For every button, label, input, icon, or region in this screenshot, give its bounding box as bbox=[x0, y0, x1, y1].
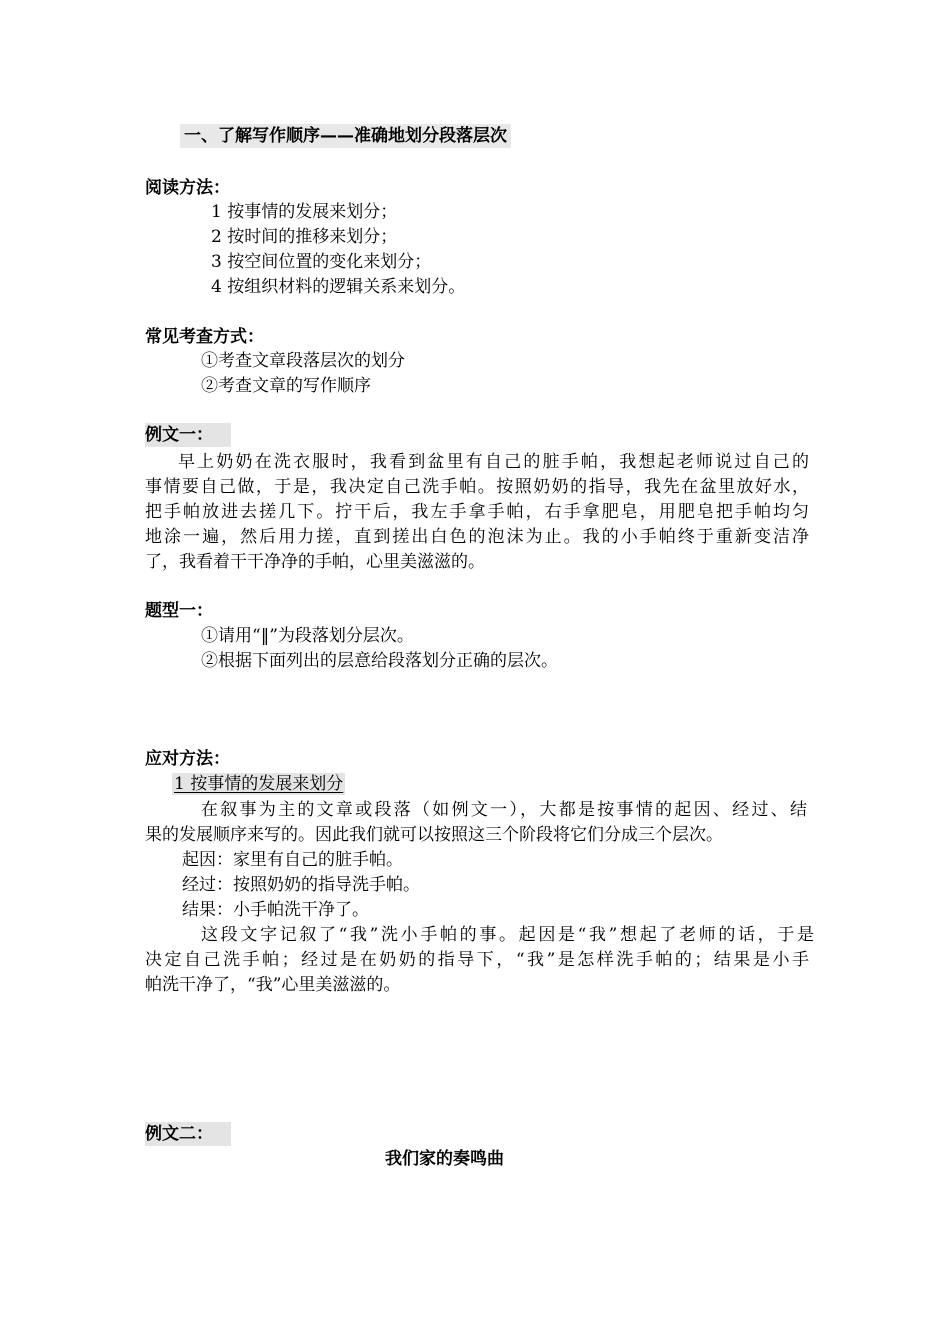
summary-paragraph-line: 决定自己洗手帕；经过是在奶奶的指导下，“我”是怎样洗手帕的；结果是小手 bbox=[145, 950, 809, 970]
question-type1-item: ②根据下面列出的层意给段落划分正确的层次。 bbox=[201, 651, 558, 671]
common-exam-item: ①考查文章段落层次的划分 bbox=[201, 351, 405, 371]
summary-paragraph-line: 帕洗干净了，“我”心里美滋滋的。 bbox=[145, 975, 401, 995]
reading-method-item: 3 按空间位置的变化来划分； bbox=[211, 252, 432, 272]
example1-line: 了，我看着干干净净的手帕，心里美滋滋的。 bbox=[145, 552, 485, 572]
question-type1-heading: 题型一： bbox=[145, 601, 213, 621]
question-type1-item: ①请用“‖”为段落划分层次。 bbox=[201, 626, 414, 646]
example2-title: 我们家的奏鸣曲 bbox=[385, 1149, 504, 1169]
example1-line: 事情要自己做，于是，我决定自己洗手帕。按照奶奶的指导，我先在盆里放好水， bbox=[145, 477, 809, 497]
reading-method-item: 1 按事情的发展来划分； bbox=[211, 202, 398, 222]
example1-line: 地涂一遍，然后用力搓，直到搓出白色的泡沫为止。我的小手帕终于重新变洁净 bbox=[145, 527, 809, 547]
example1-heading: 例文一： bbox=[145, 424, 231, 446]
result-line: 结果：小手帕洗干净了。 bbox=[182, 900, 369, 920]
example2-heading: 例文二： bbox=[145, 1123, 231, 1145]
reading-method-item: 4 按组织材料的逻辑关系来划分。 bbox=[211, 277, 466, 297]
example1-line: 早上奶奶在洗衣服时，我看到盆里有自己的脏手帕，我想起老师说过自己的 bbox=[178, 452, 809, 472]
process-line: 经过：按照奶奶的指导洗手帕。 bbox=[182, 875, 420, 895]
reading-method-item: 2 按时间的推移来划分； bbox=[211, 227, 398, 247]
approach-heading: 应对方法： bbox=[145, 749, 230, 769]
cause-line: 起因：家里有自己的脏手帕。 bbox=[182, 850, 403, 870]
example1-line: 把手帕放进去搓几下。拧干后，我左手拿手帕，右手拿肥皂，用肥皂把手帕均匀 bbox=[145, 502, 809, 522]
approach-paragraph-line: 在叙事为主的文章或段落（如例文一），大都是按事情的起因、经过、结 bbox=[201, 800, 807, 820]
approach-subheading: 1 按事情的发展来划分 bbox=[174, 774, 344, 794]
approach-paragraph-line: 果的发展顺序来写的。因此我们就可以按照这三个阶段将它们分成三个层次。 bbox=[145, 825, 723, 845]
summary-paragraph-line: 这段文字记叙了“我”洗小手帕的事。起因是“我”想起了老师的话，于是 bbox=[201, 925, 814, 945]
reading-method-heading: 阅读方法： bbox=[145, 178, 230, 198]
common-exam-heading: 常见考查方式： bbox=[145, 327, 264, 347]
common-exam-item: ②考查文章的写作顺序 bbox=[201, 376, 371, 396]
section-title: 一、了解写作顺序——准确地划分段落层次 bbox=[180, 125, 511, 147]
